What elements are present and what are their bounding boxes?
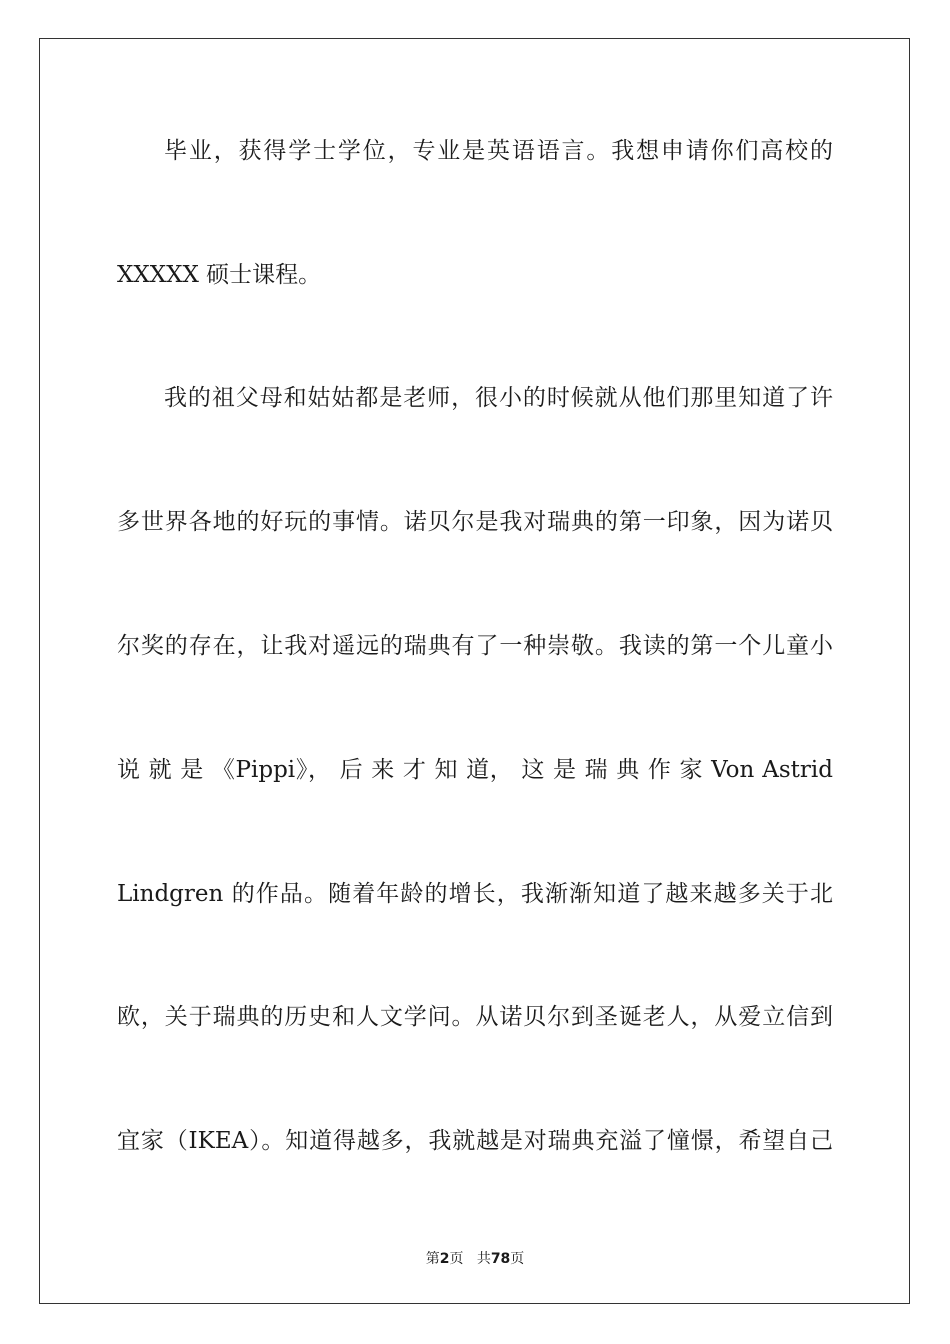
body-line-4: 多世界各地的好玩的事情。诺贝尔是我对瑞典的第一印象，因为诺贝 bbox=[117, 509, 833, 535]
body-line-2: XXXXX 硕士课程。 bbox=[117, 262, 322, 288]
body-line-1: 毕业，获得学士学位，专业是英语语言。我想申请你们高校的 bbox=[164, 138, 833, 164]
body-line-6: 说 就 是 《Pippi》， 后 来 才 知 道， 这 是 瑞 典 作 家 Von Astrid bbox=[117, 757, 833, 783]
footer-page-number: 2 bbox=[439, 1251, 450, 1267]
body-line-7: Lindgren 的作品。随着年龄的增长，我渐渐知道了越来越多关于北 bbox=[117, 881, 833, 907]
footer-total-unit: 页 bbox=[510, 1251, 525, 1267]
page-footer bbox=[0, 1248, 950, 1268]
body-line-5: 尔奖的存在，让我对遥远的瑞典有了一种崇敬。我读的第一个儿童小 bbox=[117, 633, 833, 659]
body-line-9: 宜家（IKEA）。知道得越多，我就越是对瑞典充溢了憧憬，希望自己 bbox=[117, 1128, 833, 1154]
footer-total-pages: 78 bbox=[490, 1251, 511, 1267]
footer-page-unit: 页 bbox=[449, 1251, 464, 1267]
footer-total-prefix: 共 bbox=[476, 1251, 491, 1267]
page-border bbox=[39, 38, 910, 1304]
body-line-8: 欧，关于瑞典的历史和人文学问。从诺贝尔到圣诞老人，从爱立信到 bbox=[117, 1004, 833, 1030]
body-line-3: 我的祖父母和姑姑都是老师，很小的时候就从他们那里知道了许 bbox=[164, 385, 833, 411]
footer-prefix: 第 bbox=[425, 1251, 440, 1267]
